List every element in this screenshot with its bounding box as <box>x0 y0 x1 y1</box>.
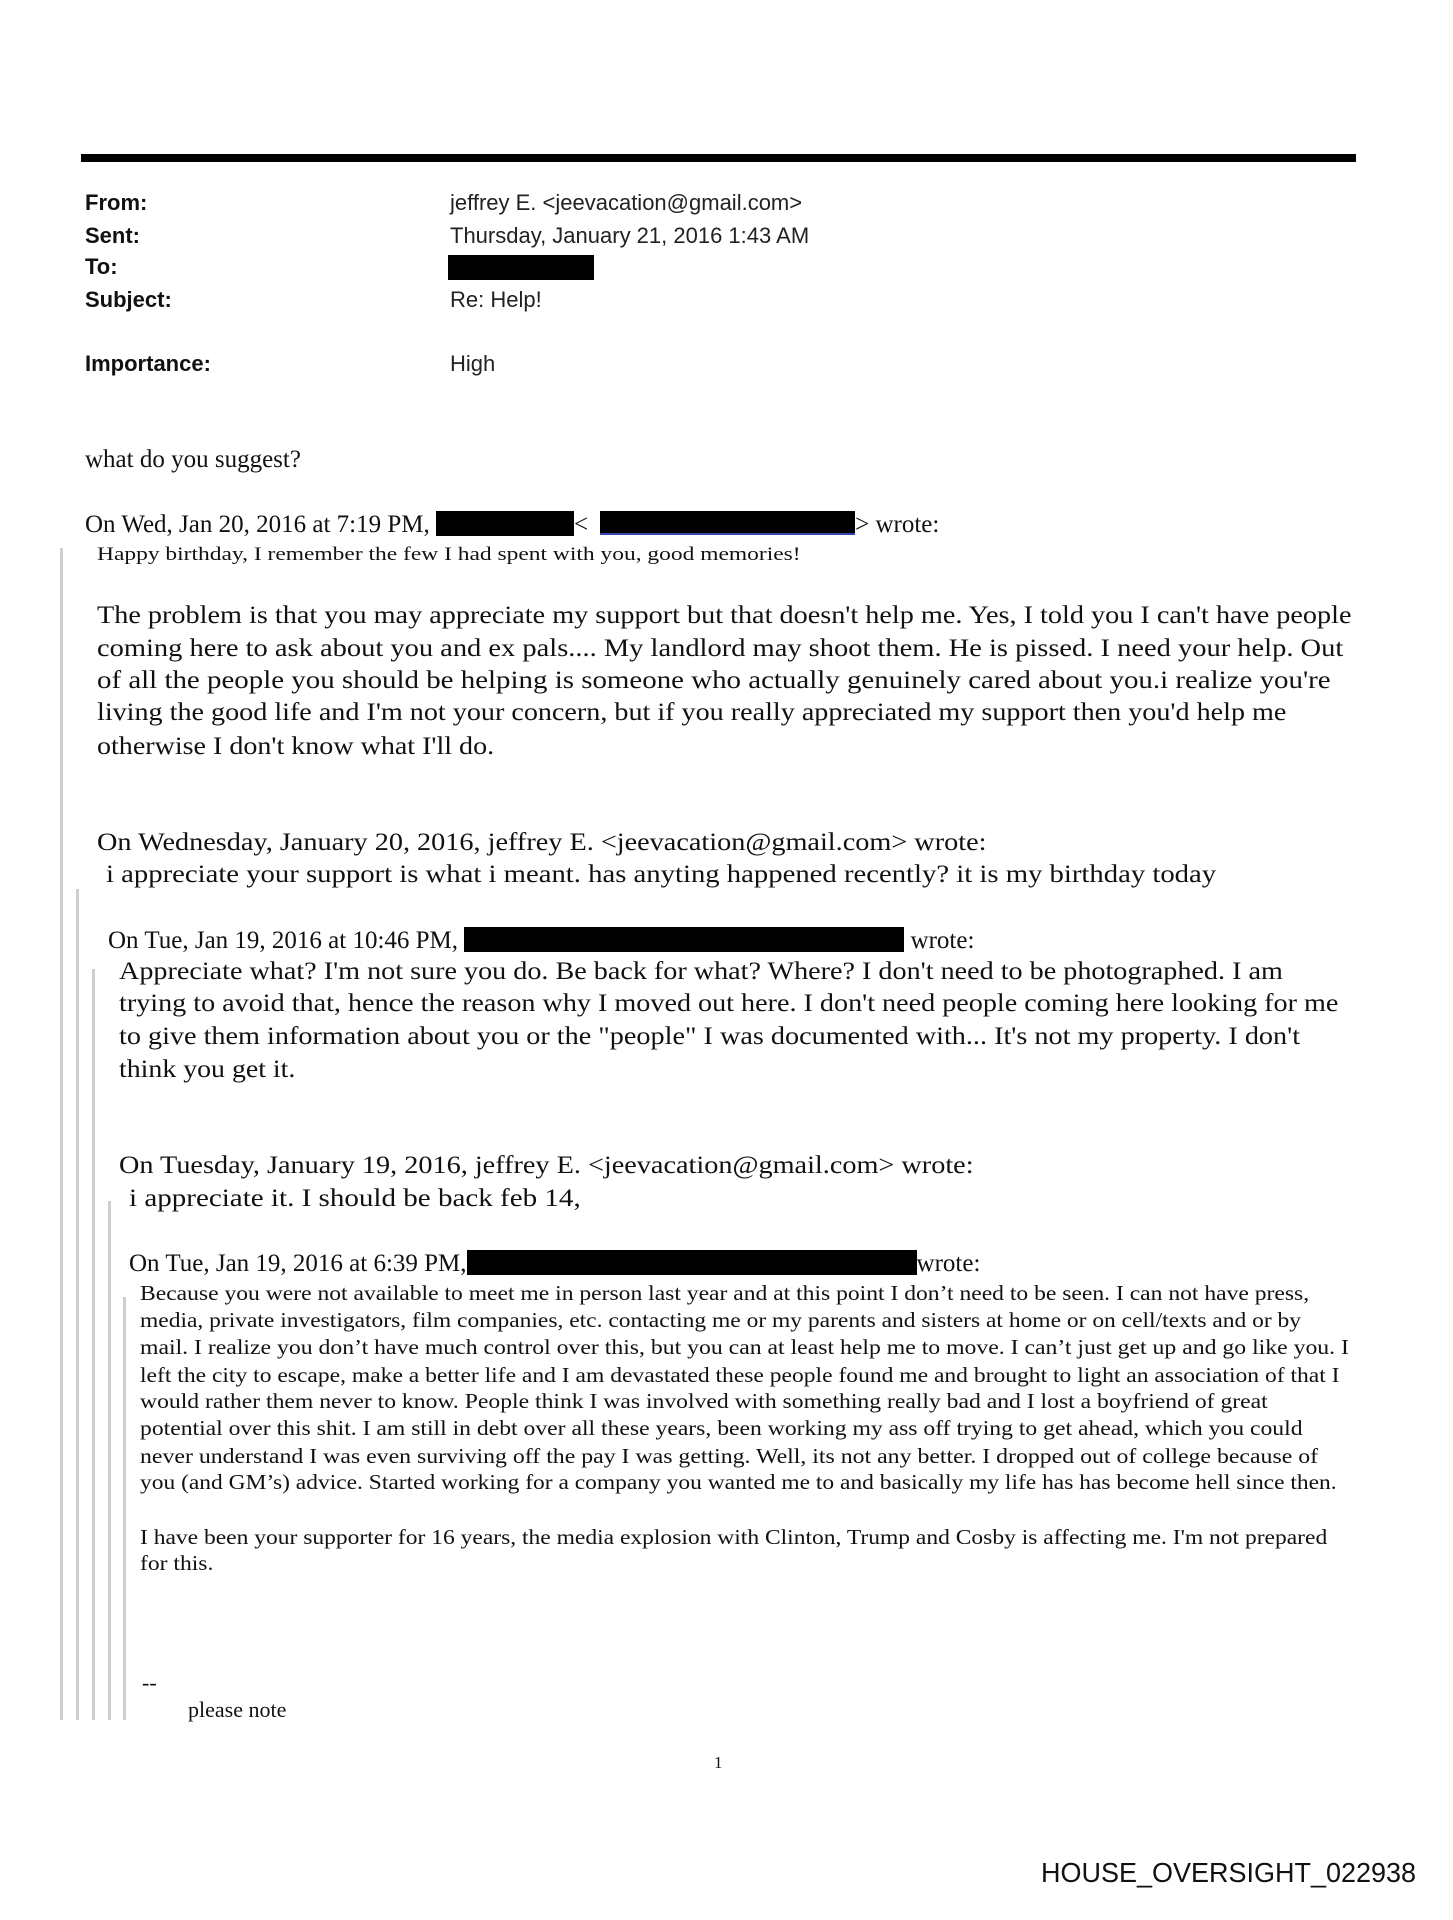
body-line: media, private investigators, film companies, etc. contacting me or my parents and sisters at home or on cell/texts and or by <box>140 1308 1302 1332</box>
quote3-attribution-prefix: On Tue, Jan 19, 2016 at 10:46 PM, <box>108 927 459 954</box>
reply-text: what do you suggest? <box>85 446 301 473</box>
quote1-attribution <box>85 511 939 538</box>
redacted-name <box>436 511 574 536</box>
quote1-attribution-suffix: > wrote: <box>855 511 940 538</box>
quote4-body: i appreciate it. I should be back feb 14, <box>129 1185 581 1212</box>
body-line: mail. I realize you don’t have much control over this, but you can at least help me to move. I can’t just get up and go like you. I <box>140 1335 1349 1359</box>
quote2-attribution: On Wednesday, January 20, 2016, jeffrey E. <jeevacation@gmail.com> wrote: <box>97 829 987 856</box>
page-number: 1 <box>714 1753 723 1772</box>
quote-bar-1 <box>60 548 63 1720</box>
body-line: Appreciate what? I'm not sure you do. Be back for what? Where? I don't need to be photographed. I am <box>119 958 1283 985</box>
to-redaction <box>448 255 594 280</box>
body-line: you (and GM’s) advice. Started working for a company you wanted me to and basically my life has has become hell since then. <box>140 1470 1337 1494</box>
importance-value: High <box>450 351 496 376</box>
body-line: never understand I was even surviving off the pay I was getting. Well, its not any better. I dropped out of college because of <box>140 1444 1319 1468</box>
quote4-attribution: On Tuesday, January 19, 2016, jeffrey E. <jeevacation@gmail.com> wrote: <box>119 1152 974 1179</box>
quote2-body: i appreciate your support is what i meant. has anyting happened recently? it is my birthday today <box>106 861 1217 888</box>
body-line: would rather them never to know. People think I was involved with something really bad and I lost a boyfriend of great <box>140 1389 1268 1413</box>
quote-bar-3 <box>92 969 95 1720</box>
subject-label: Subject: <box>85 287 172 312</box>
quote1-lt: < <box>574 511 589 538</box>
body-line: otherwise I don't know what I'll do. <box>97 733 495 760</box>
body-line: Because you were not available to meet me in person last year and at this point I don’t need to be seen. I can not have press, <box>140 1281 1310 1305</box>
body-line: potential over this shit. I am still in debt over all these years, been working my ass off trying to get ahead, which you could <box>140 1416 1303 1440</box>
redacted-email-link <box>600 511 855 535</box>
body-line: think you get it. <box>119 1056 296 1083</box>
subject-value: Re: Help! <box>450 287 542 312</box>
quote5-attribution-prefix: On Tue, Jan 19, 2016 at 6:39 PM, <box>129 1250 467 1277</box>
quote-bar-4 <box>108 1201 111 1720</box>
bates-number: HOUSE_OVERSIGHT_022938 <box>1041 1857 1417 1888</box>
body-line: The problem is that you may appreciate my support but that doesn't help me. Yes, I told you I can't have people <box>97 602 1352 629</box>
signature-text: please note <box>188 1697 287 1722</box>
sent-label: Sent: <box>85 223 140 248</box>
quote1-attribution-prefix: On Wed, Jan 20, 2016 at 7:19 PM, <box>85 511 430 538</box>
from-label: From: <box>85 190 148 215</box>
body-line: left the city to escape, make a better life and I am devastated these people found me and brought to light an association of that I <box>140 1363 1340 1387</box>
quote3-attribution-suffix: wrote: <box>910 927 975 954</box>
quote5-attribution-suffix: wrote: <box>916 1250 981 1277</box>
body-line: trying to avoid that, hence the reason why I moved out here. I don't need people coming here looking for me <box>119 990 1339 1017</box>
body-line: living the good life and I'm not your concern, but if you really appreciated my support then you'd help me <box>97 699 1287 726</box>
importance-label: Importance: <box>85 351 211 376</box>
quote1-greeting: Happy birthday, I remember the few I had spent with you, good memories! <box>97 544 801 565</box>
quote3-attribution <box>108 927 974 954</box>
body-line: I have been your supporter for 16 years, the media explosion with Clinton, Trump and Cosby is affecting me. I'm not prepared <box>140 1525 1328 1549</box>
to-label: To: <box>85 254 118 279</box>
quote-bar-2 <box>76 889 79 1720</box>
quote5-attribution <box>129 1250 980 1277</box>
redacted-sender <box>467 1250 917 1275</box>
header-rule <box>81 154 1356 162</box>
body-line: for this. <box>140 1551 214 1575</box>
redacted-sender <box>464 927 904 952</box>
body-line: of all the people you should be helping is someone who actually genuinely cared about you.i realize you're <box>97 667 1331 694</box>
from-value: jeffrey E. <jeevacation@gmail.com> <box>450 190 803 215</box>
signature-dashes: -- <box>142 1670 157 1695</box>
quote-bar-5 <box>123 1297 126 1720</box>
sent-value: Thursday, January 21, 2016 1:43 AM <box>450 223 810 248</box>
body-line: coming here to ask about you and ex pals.... My landlord may shoot them. He is pissed. I need your help. Out <box>97 635 1344 662</box>
body-line: to give them information about you or the "people" I was documented with... It's not my property. I don't <box>119 1023 1301 1050</box>
